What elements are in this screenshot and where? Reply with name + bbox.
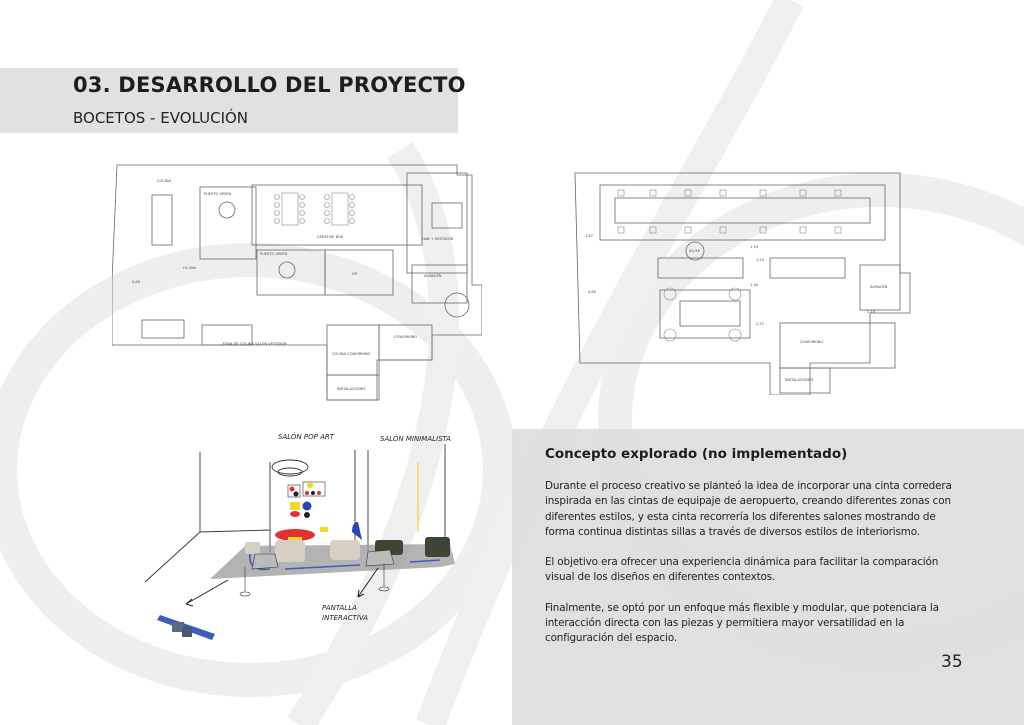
- svg-text:Ø1,99: Ø1,99: [689, 249, 700, 253]
- page-subtitle: BOCETOS - EVOLUCIÓN: [73, 109, 249, 127]
- svg-text:0,80: 0,80: [132, 280, 141, 284]
- svg-text:1,18: 1,18: [867, 310, 876, 314]
- svg-text:1,20: 1,20: [756, 258, 765, 262]
- svg-text:INTERACTIVA: INTERACTIVA: [322, 614, 368, 622]
- svg-text:0,80: 0,80: [588, 290, 597, 294]
- svg-text:ALMACÉN: ALMACÉN: [424, 274, 442, 278]
- svg-text:SALÓN POP ART: SALÓN POP ART: [278, 433, 334, 441]
- svg-text:INSTALACIONES: INSTALACIONES: [785, 378, 814, 382]
- concept-heading: Concepto explorado (no implementado): [545, 446, 848, 462]
- svg-text:ALMACÉN: ALMACÉN: [870, 285, 888, 289]
- svg-text:COCINA: COCINA: [157, 179, 172, 183]
- svg-text:1,94: 1,94: [750, 245, 759, 249]
- svg-text:1,30: 1,30: [750, 283, 759, 287]
- concept-paragraph-1: Durante el proceso creativo se planteó la idea de incorporar una cinta corredera inspirada en las cintas de equipaje de aeropuerto, creando diferentes zonas con diferentes estilos, y esta cinta recorrería los diferentes salones mostrando de forma continua distintas sillas a través de diversos estilos de interiorismo.: [545, 480, 952, 538]
- conveyor-belt-illustration: [157, 615, 215, 640]
- page-number: 35: [941, 652, 963, 672]
- svg-text:+0,00m: +0,00m: [182, 266, 197, 270]
- floor-plan-sketch-2: [570, 163, 920, 395]
- conveyor-showroom-sketch: [140, 422, 480, 662]
- svg-text:1,67: 1,67: [585, 234, 594, 238]
- concept-paragraph-2: El objetivo era ofrecer una experiencia dinámica para facilitar la comparación visual de los diseños en diferentes contextos.: [545, 556, 939, 584]
- svg-text:PUESTO VENTA: PUESTO VENTA: [204, 192, 232, 196]
- svg-text:HAB + VESTIDOR: HAB + VESTIDOR: [422, 237, 454, 241]
- svg-text:COWORKING: COWORKING: [800, 340, 824, 344]
- svg-text:COCINA COWORKING: COCINA COWORKING: [332, 352, 371, 356]
- floor-plan-sketch-1: [112, 155, 482, 403]
- svg-text:VR: VR: [352, 272, 357, 276]
- concept-paragraph-3: Finalmente, se optó por un enfoque más flexible y modular, que potenciara la interacción directa con las piezas y permitiera mayor versatilidad en la configuración del espacio.: [545, 601, 939, 645]
- page-title: 03. DESARROLLO DEL PROYECTO: [73, 73, 466, 97]
- svg-text:COWORKING: COWORKING: [394, 335, 418, 339]
- svg-text:PANTALLA: PANTALLA: [322, 604, 357, 612]
- svg-text:ZONA DE COCINA SALÓN VESTIDOR: ZONA DE COCINA SALÓN VESTIDOR: [222, 342, 287, 346]
- svg-text:2,21: 2,21: [756, 322, 765, 326]
- svg-text:CREATIVE BOX: CREATIVE BOX: [317, 235, 344, 239]
- svg-text:PUESTO VENTA: PUESTO VENTA: [260, 252, 288, 256]
- svg-text:SALÓN MINIMALISTA: SALÓN MINIMALISTA: [380, 435, 451, 443]
- svg-text:INSTALACIONES: INSTALACIONES: [337, 387, 366, 391]
- concept-description: [545, 446, 965, 662]
